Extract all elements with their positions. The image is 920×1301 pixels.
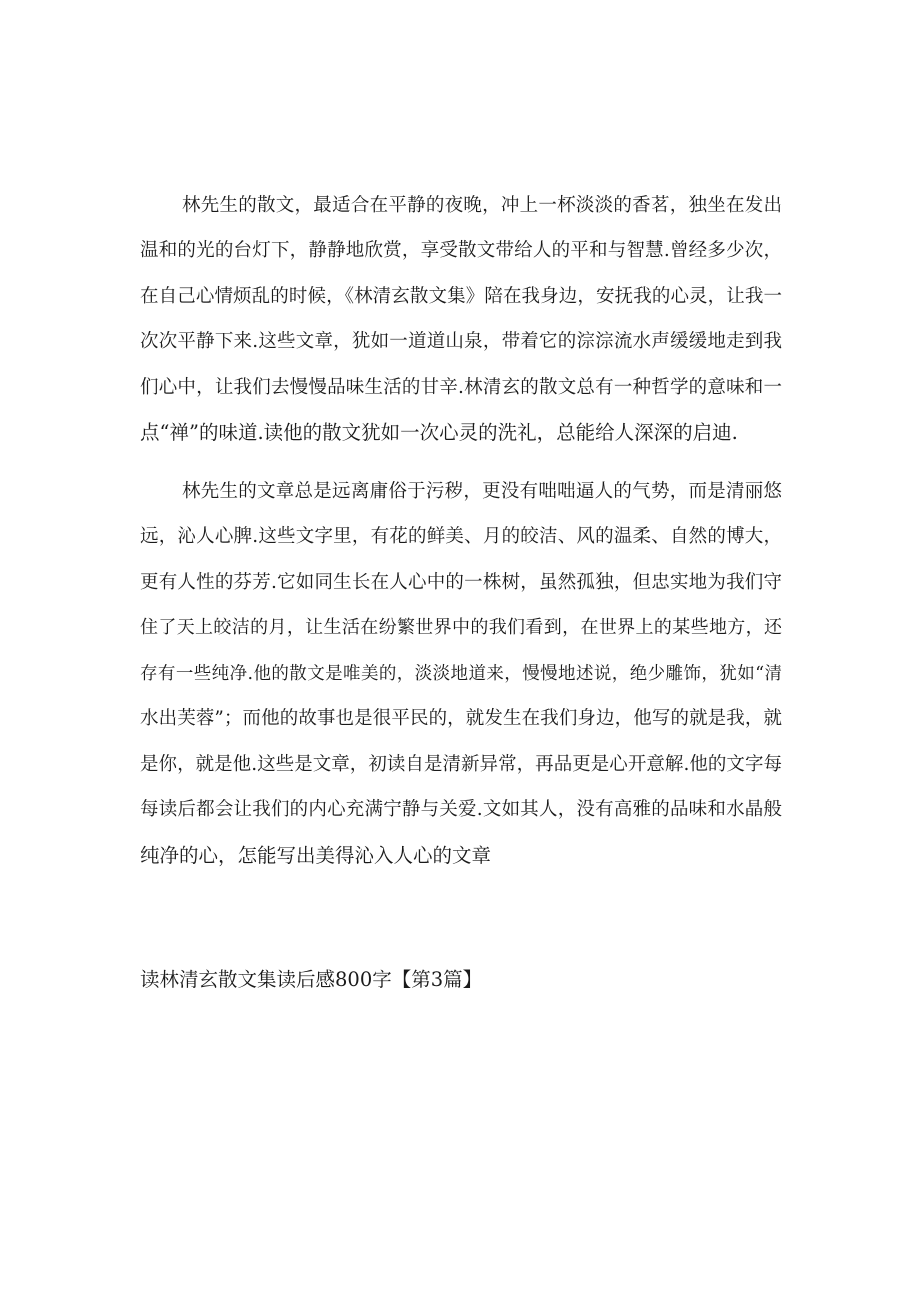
paragraph-line: 住了天上皎洁的月，让生活在纷繁世界中的我们看到，在世界上的某些地方，还 [140, 617, 782, 638]
paragraph-line: 远，沁人心脾.这些文字里，有花的鲜美、月的皎洁、风的温柔、自然的博大， [140, 526, 782, 547]
paragraph-line: 林先生的文章总是远离庸俗于污秽，更没有咄咄逼人的气势，而是清丽悠 [182, 481, 782, 502]
section-heading: 读林清玄散文集读后感800字【第3篇】 [140, 968, 483, 991]
paragraph-line: 水出芙蓉”；而他的故事也是很平民的，就发生在我们身边，他写的就是我，就 [140, 708, 782, 729]
paragraph-line: 们心中，让我们去慢慢品味生活的甘辛.林清玄的散文总有一种哲学的意味和一 [140, 377, 782, 398]
paragraph-line: 是你，就是他.这些是文章，初读自是清新异常，再品更是心开意解.他的文字每 [140, 754, 782, 775]
paragraph-line: 存有一些纯净.他的散文是唯美的，淡淡地道来，慢慢地述说，绝少雕饰，犹如“清 [140, 664, 782, 684]
paragraph-line: 林先生的散文，最适合在平静的夜晚，冲上一杯淡淡的香茗，独坐在发出 [182, 195, 782, 216]
paragraph-line: 次次平静下来.这些文章，犹如一道道山泉，带着它的淙淙流水声缓缓地走到我 [140, 331, 782, 352]
paragraph-line: 在自己心情烦乱的时候，《林清玄散文集》陪在我身边，安抚我的心灵，让我一 [140, 286, 782, 307]
paragraph-line: 每读后都会让我们的内心充满宁静与关爱.文如其人，没有高雅的品味和水晶般 [140, 799, 782, 820]
paragraph-line: 纯净的心，怎能写出美得沁入人心的文章 [140, 844, 492, 867]
paragraph-line: 点“禅”的味道.读他的散文犹如一次心灵的洗礼，总能给人深深的启迪. [140, 421, 738, 444]
paragraph-line: 更有人性的芬芳.它如同生长在人心中的一株树，虽然孤独，但忠实地为我们守 [140, 572, 782, 593]
paragraph-line: 温和的光的台灯下，静静地欣赏，享受散文带给人的平和与智慧.曾经多少次， [140, 240, 782, 261]
